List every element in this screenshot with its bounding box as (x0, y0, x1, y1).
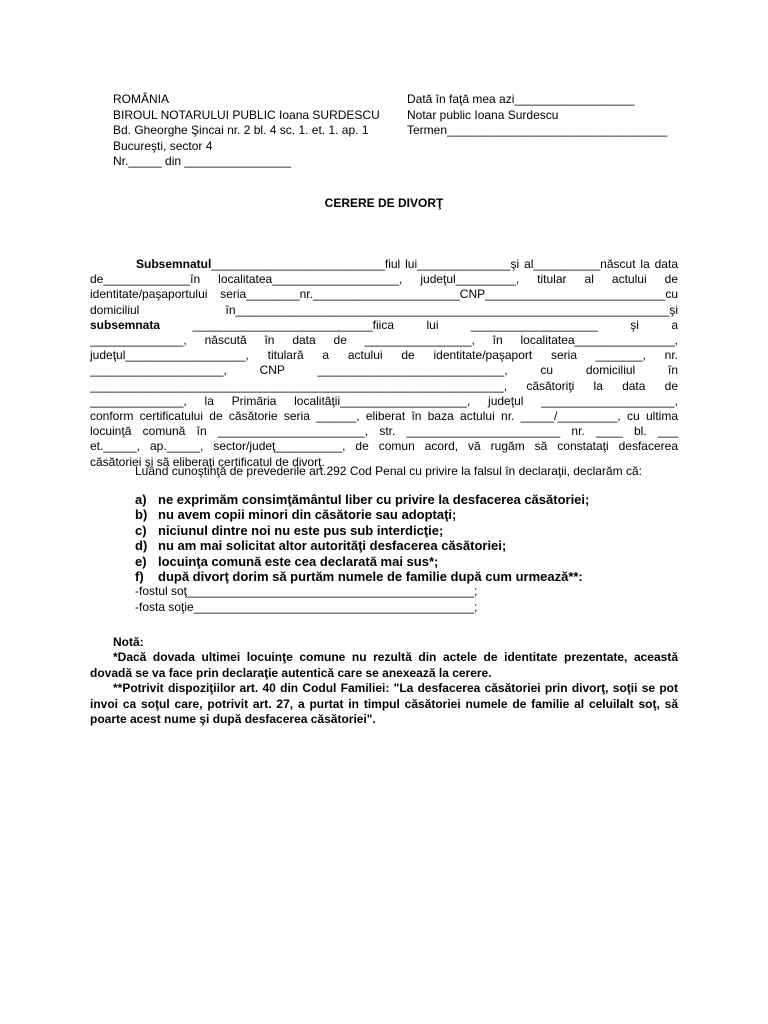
declaration-letter: a) (135, 492, 147, 507)
note-residence-proof: *Dacă dovada ultimei locuinţe comune nu rezultă din actele de identitate prezentate, această dovadă se va face prin declaraţie autentică care se anexează la cerere. (90, 650, 678, 680)
body-line-text: locuinţă comună în ______________________, str. _______________________ nr. ____ bl. ___ (90, 424, 678, 439)
body-line (90, 287, 678, 302)
body-line (90, 318, 678, 333)
body-line-text: identitate/paşaportului seria________nr.______________________CNP___________________________cu (90, 287, 678, 302)
body-line (90, 333, 678, 348)
body-line (90, 363, 678, 378)
body-line (90, 303, 678, 318)
body-line-text: __________________________fiul lui______________şi al__________născut la data (211, 257, 678, 271)
body-line-text: et._____, ap._____, sector/judeţ__________, de comun acord, vă rugăm să constataţi desfacerea (90, 439, 678, 454)
body-line-bold: subsemnata (90, 317, 161, 332)
header-notary-name: Notar public Ioana Surdescu (407, 107, 559, 122)
body-line (90, 272, 678, 287)
note-family-code: **Potrivit dispoziţiilor art. 40 din Codul Familiei: "La desfacerea căsătoriei prin divorţ, soţii se pot invoi ca soţul care, potrivit art. 27, a purtat in timpul căsătoriei numele de familie al celuilalt soţ, să poarte acest nume şi după desfacerea căsătoriei". (90, 681, 678, 727)
notary-office-header (113, 92, 403, 170)
body-line-text: ______________, la Primăria localităţii___________________, judeţul ____________________, (90, 393, 678, 408)
body-line-text: conform certificatului de căsătorie seria ______, eliberat în baza actului nr. _____/_________, cu ultima (90, 409, 678, 424)
notes-heading: Notă: (113, 635, 144, 649)
declaration-letter: b) (135, 507, 148, 523)
body-line-text: căsătoriei şi să eliberaţi certificatul de divorţ. (90, 454, 325, 469)
body-line (90, 394, 678, 409)
body-line (90, 348, 678, 363)
body-line-bold: Subsemnatul (136, 257, 212, 271)
declaration-text: nu am mai solicitat altor autorităţi desfacerea căsătoriei; (158, 538, 507, 554)
former-wife-name-line: -fosta soţie__________________________________________; (135, 599, 478, 614)
declaration-letter: d) (135, 538, 148, 554)
declaration-item (135, 492, 589, 507)
declaration-text: după divorţ dorim să purtăm numele de familie după cum urmează**: (158, 569, 583, 585)
notary-date-header (407, 92, 707, 139)
declaration-item (135, 569, 589, 584)
declaration-intro: Luând cunoştinţă de prevederile art.292 Cod Penal cu privire la falsul în declaraţii, declarăm că: (135, 464, 642, 478)
body-line-text: domiciliul în_________________________________________________________________şi (90, 302, 678, 317)
body-line (90, 424, 678, 439)
declarations-list (135, 492, 589, 615)
former-husband-name-line: -fostul soţ___________________________________________; (135, 584, 478, 599)
body-line-text: de_____________în localitatea___________________, judeţul_________, titular al actului de (90, 272, 678, 287)
body-line (90, 257, 678, 272)
document-title: CERERE DE DIVORŢ (324, 196, 444, 210)
declaration-text: ne exprimăm consimţământul liber cu privire la desfacerea căsătoriei; (158, 492, 590, 507)
declaration-text: locuinţa comună este cea declarată mai sus*; (158, 553, 439, 569)
header-date-line: Dată în faţă mea azi__________________ (407, 92, 635, 106)
body-line-text: ______________________________________________________________, căsătoriţi la data de (90, 378, 678, 393)
header-registration-number: Nr._____ din ________________ (113, 154, 292, 168)
header-office-name: BIROUL NOTARULUI PUBLIC Ioana SURDESCU (113, 107, 380, 122)
declaration-letter: e) (135, 553, 147, 569)
body-line (90, 379, 678, 394)
declaration-item (135, 507, 589, 522)
declaration-letter: f) (135, 569, 144, 585)
declaration-item (135, 554, 589, 569)
notes-section (90, 635, 678, 727)
header-term-line: Termen_________________________________ (407, 123, 668, 137)
body-line-text: ___________________________fiica lui ___________________ şi a (160, 317, 678, 332)
header-country: ROMÂNIA (113, 92, 170, 106)
petition-body (90, 257, 678, 470)
declaration-item (135, 538, 589, 553)
body-line-text: ______________, născută în data de ________________, în localitatea_______________, (90, 333, 678, 348)
declaration-letter: c) (135, 522, 147, 538)
body-line-text: ____________________, CNP ____________________________, cu domiciliul în (90, 363, 678, 378)
header-address: Bd. Gheorghe Şincai nr. 2 bl. 4 sc. 1. et. 1. ap. 1 (113, 123, 369, 137)
body-line-text: judeţul__________________, titulară a actului de identitate/paşaport seria _______, nr. (90, 348, 678, 363)
declaration-text: nu avem copii minori din căsătorie sau adoptaţi; (158, 507, 457, 523)
body-line (90, 439, 678, 454)
header-city: Bucureşti, sector 4 (113, 138, 213, 153)
body-line (90, 409, 678, 424)
declaration-item (135, 523, 589, 538)
declaration-text: niciunul dintre noi nu este pus sub interdicţie; (158, 522, 444, 538)
